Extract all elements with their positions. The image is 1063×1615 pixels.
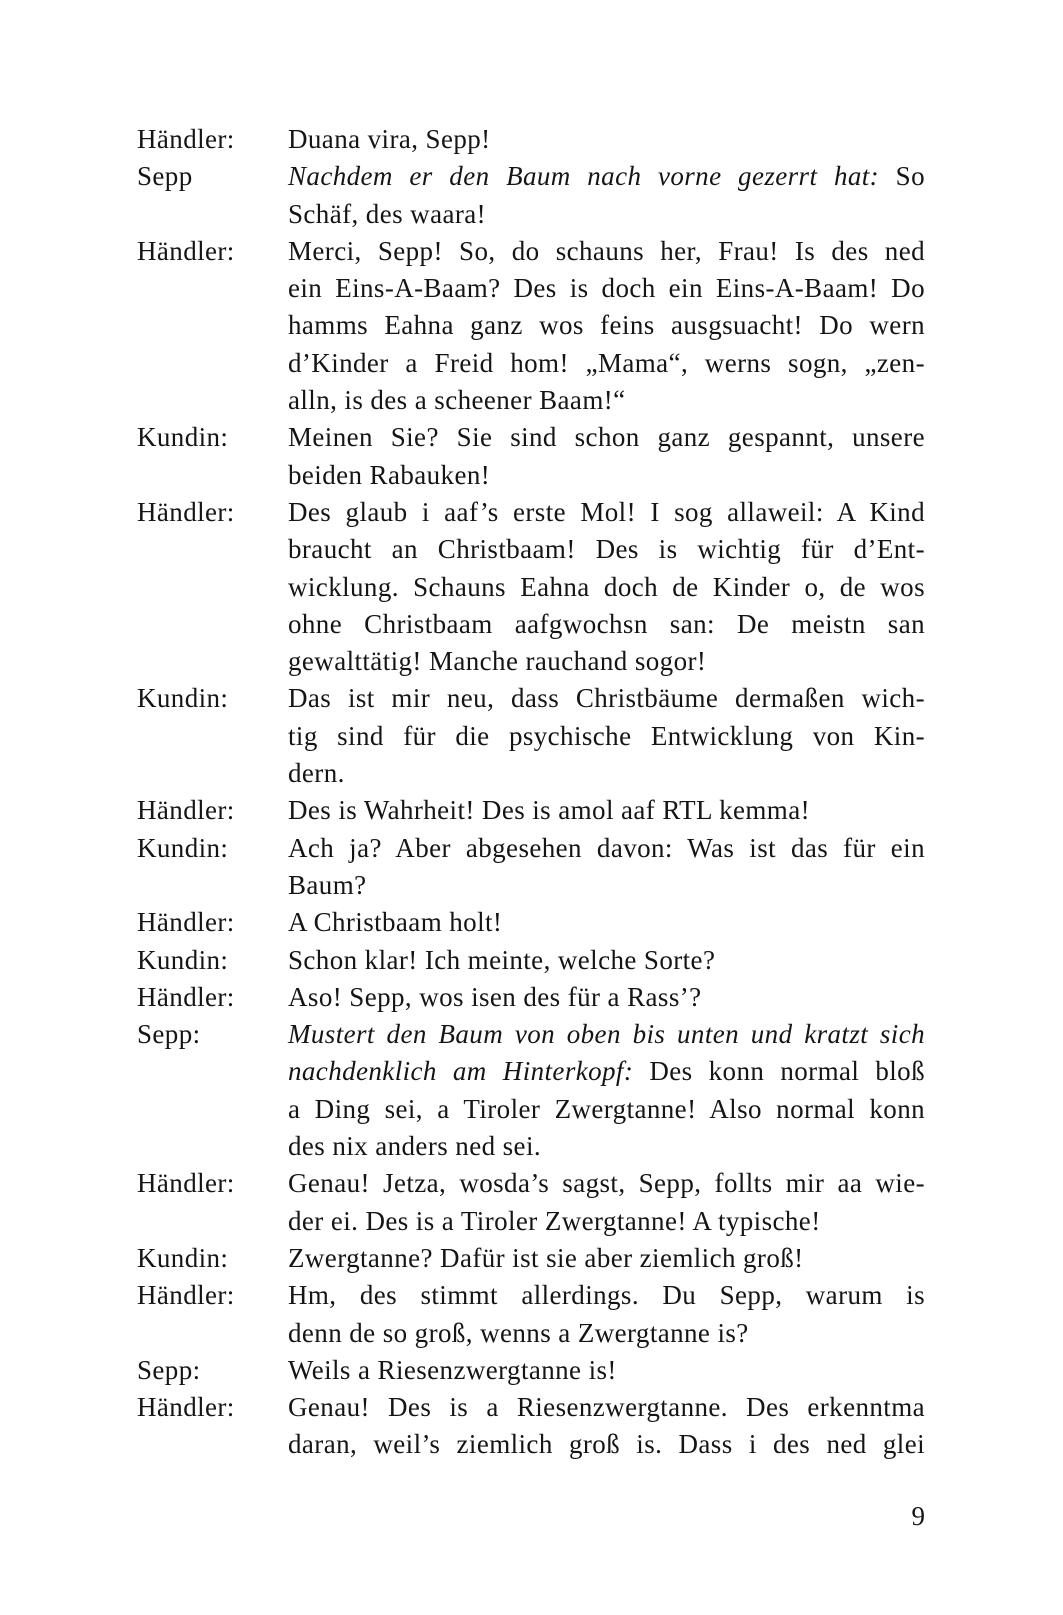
dialogue-line: [288, 270, 925, 307]
dialogue-line: [288, 606, 925, 643]
dialogue-line: [288, 643, 925, 680]
dialogue-lines: [288, 121, 925, 158]
dialogue-lines: [288, 680, 925, 792]
dialogue-lines: [288, 494, 925, 680]
dialogue-text: Des glaub i aaf’s erste Mol! I sog allaweil: A Kind: [288, 496, 925, 527]
dialogue-line: [288, 1315, 925, 1352]
dialogue-line: [288, 494, 925, 531]
dialogue-entry: [137, 1240, 925, 1277]
dialogue-line: [288, 457, 925, 494]
speaker-label: Sepp: [137, 161, 193, 192]
dialogue-text: der ei. Des is a Tiroler Zwergtanne! A typische!: [288, 1205, 821, 1236]
dialogue-text: Meinen Sie? Sie sind schon ganz gespannt, unsere: [288, 422, 925, 453]
dialogue-entry: [137, 1389, 925, 1464]
dialogue-entry: [137, 680, 925, 792]
dialogue-line: [288, 792, 925, 829]
dialogue-text: wicklung. Schauns Eahna doch de Kinder o, de wos: [288, 571, 925, 602]
dialogue-lines: [288, 1165, 925, 1240]
dialogue-text: Ach ja? Aber abgesehen davon: Was ist das für ein: [288, 832, 925, 863]
dialogue-line: [288, 680, 925, 717]
dialogue-entry: [137, 942, 925, 979]
dialogue-line: [288, 1016, 925, 1053]
dialogue-lines: [288, 1389, 925, 1464]
speaker-label: Kundin:: [137, 683, 229, 714]
dialogue-line: [288, 979, 925, 1016]
dialogue-lines: [288, 942, 925, 979]
speaker-label: Händler:: [137, 981, 235, 1012]
speaker-label: Händler:: [137, 1168, 235, 1199]
dialogue-text: Schon klar! Ich meinte, welche Sorte?: [288, 944, 716, 975]
dialogue-text: Merci, Sepp! So, do schauns her, Frau! Is des ned: [288, 235, 925, 266]
dialogue-entry: [137, 1352, 925, 1389]
dialogue-line: [288, 1128, 925, 1165]
dialogue-entry: [137, 494, 925, 680]
dialogue-line: [288, 1091, 925, 1128]
dialogue-line: [288, 1165, 925, 1202]
dialogue-line: [288, 1277, 925, 1314]
dialogue-lines: [288, 979, 925, 1016]
dialogue-lines: [288, 158, 925, 233]
dialogue-entry: [137, 979, 925, 1016]
dialogue-lines: [288, 1240, 925, 1277]
dialogue-text: Schäf, des waara!: [288, 198, 487, 229]
dialogue-lines: [288, 1016, 925, 1165]
speaker-label: Händler:: [137, 235, 235, 266]
dialogue-text: Des konn normal bloß: [633, 1056, 925, 1087]
dialogue-lines: [288, 904, 925, 941]
dialogue-text: beiden Rabauken!: [288, 459, 491, 490]
dialogue-line: [288, 382, 925, 419]
dialogue-text: a Ding sei, a Tiroler Zwergtanne! Also normal konn: [288, 1093, 925, 1124]
dialogue: [137, 121, 925, 1464]
dialogue-text: ohne Christbaam aafgwochsn san: De meistn san: [288, 608, 925, 639]
dialogue-text: Zwergtanne? Dafür ist sie aber ziemlich groß!: [288, 1242, 804, 1273]
dialogue-line: [288, 531, 925, 568]
dialogue-line: [288, 755, 925, 792]
dialogue-text: Genau! Jetza, wosda’s sagst, Sepp, follts mir aa wie-: [288, 1168, 925, 1199]
dialogue-line: [288, 867, 925, 904]
speaker-label: Sepp:: [137, 1354, 201, 1385]
dialogue-line: [288, 345, 925, 382]
speaker-label: Sepp:: [137, 1019, 201, 1050]
dialogue-text: Das ist mir neu, dass Christbäume dermaßen wich-: [288, 683, 925, 714]
dialogue-line: [288, 307, 925, 344]
speaker-label: Händler:: [137, 124, 235, 154]
dialogue-lines: [288, 1277, 925, 1352]
dialogue-text: ein Eins-A-Baam? Des is doch ein Eins-A-Baam! Do: [288, 273, 925, 304]
dialogue-lines: [288, 419, 925, 494]
dialogue-text: Des is Wahrheit! Des is amol aaf RTL kemma!: [288, 795, 810, 826]
dialogue-text: gewalttätig! Manche rauchand sogor!: [288, 646, 707, 677]
dialogue-line: [288, 158, 925, 195]
dialogue-entry: [137, 904, 925, 941]
dialogue-line: [288, 419, 925, 456]
dialogue-entry: [137, 121, 925, 158]
dialogue-text: So: [879, 161, 925, 192]
dialogue-line: [288, 196, 925, 233]
dialogue-text: dern.: [288, 758, 345, 789]
dialogue-line: [288, 121, 925, 158]
dialogue-text: denn de so groß, wenns a Zwergtanne is?: [288, 1317, 749, 1348]
dialogue-text: Hm, des stimmt allerdings. Du Sepp, warum is: [288, 1280, 925, 1311]
dialogue-text: tig sind für die psychische Entwicklung von Kin-: [288, 720, 925, 751]
dialogue-text: hamms Eahna ganz wos feins ausgsuacht! Do wern: [288, 310, 925, 341]
dialogue-entry: [137, 158, 925, 233]
dialogue-text: Aso! Sepp, wos isen des für a Rass’?: [288, 981, 702, 1012]
dialogue-entry: [137, 233, 925, 419]
dialogue-text: braucht an Christbaam! Des is wichtig für d’Ent-: [288, 534, 925, 565]
dialogue-line: [288, 1389, 925, 1426]
dialogue-entry: [137, 830, 925, 905]
dialogue-text: Weils a Riesenzwergtanne is!: [288, 1354, 617, 1385]
stage-direction-text: nachdenklich am Hinterkopf:: [288, 1056, 634, 1087]
dialogue-line: [288, 1352, 925, 1389]
speaker-label: Händler:: [137, 1280, 235, 1311]
speaker-label: Kundin:: [137, 832, 229, 863]
dialogue-entry: [137, 1277, 925, 1352]
dialogue-line: [288, 1426, 925, 1463]
dialogue-entry: [137, 1165, 925, 1240]
dialogue-text: des nix anders ned sei.: [288, 1131, 542, 1162]
dialogue-lines: [288, 233, 925, 419]
dialogue-lines: [288, 830, 925, 905]
dialogue-lines: [288, 1352, 925, 1389]
dialogue-text: alln, is des a scheener Baam!“: [288, 385, 626, 416]
dialogue-text: d’Kinder a Freid hom! „Mama“, werns sogn, „zen-: [288, 347, 925, 378]
dialogue-line: [288, 1203, 925, 1240]
dialogue-text: Baum?: [288, 869, 367, 900]
dialogue-line: [288, 233, 925, 270]
dialogue-text: Genau! Des is a Riesenzwergtanne. Des erkenntma: [288, 1392, 925, 1423]
speaker-label: Kundin:: [137, 944, 229, 975]
speaker-label: Händler:: [137, 795, 235, 826]
dialogue-lines: [288, 792, 925, 829]
dialogue-line: [288, 718, 925, 755]
dialogue-line: [288, 569, 925, 606]
dialogue-entry: [137, 419, 925, 494]
dialogue-entry: [137, 792, 925, 829]
dialogue-line: [288, 1240, 925, 1277]
dialogue-text: A Christbaam holt!: [288, 907, 503, 938]
dialogue-text: Duana vira, Sepp!: [288, 124, 491, 154]
speaker-label: Kundin:: [137, 422, 229, 453]
dialogue-entry: [137, 1016, 925, 1165]
dialogue-line: [288, 1053, 925, 1090]
speaker-label: Kundin:: [137, 1242, 229, 1273]
dialogue-text: daran, weil’s ziemlich groß is. Dass i des ned glei: [288, 1429, 925, 1460]
stage-direction-text: Nachdem er den Baum nach vorne gezerrt hat:: [288, 161, 880, 192]
dialogue-line: [288, 904, 925, 941]
dialogue-line: [288, 830, 925, 867]
speaker-label: Händler:: [137, 1392, 235, 1423]
stage-direction-text: Mustert den Baum von oben bis unten und kratzt sich: [288, 1019, 925, 1050]
speaker-label: Händler:: [137, 907, 235, 938]
dialogue-line: [288, 942, 925, 979]
speaker-label: Händler:: [137, 496, 235, 527]
page-number: 9: [911, 1501, 925, 1531]
